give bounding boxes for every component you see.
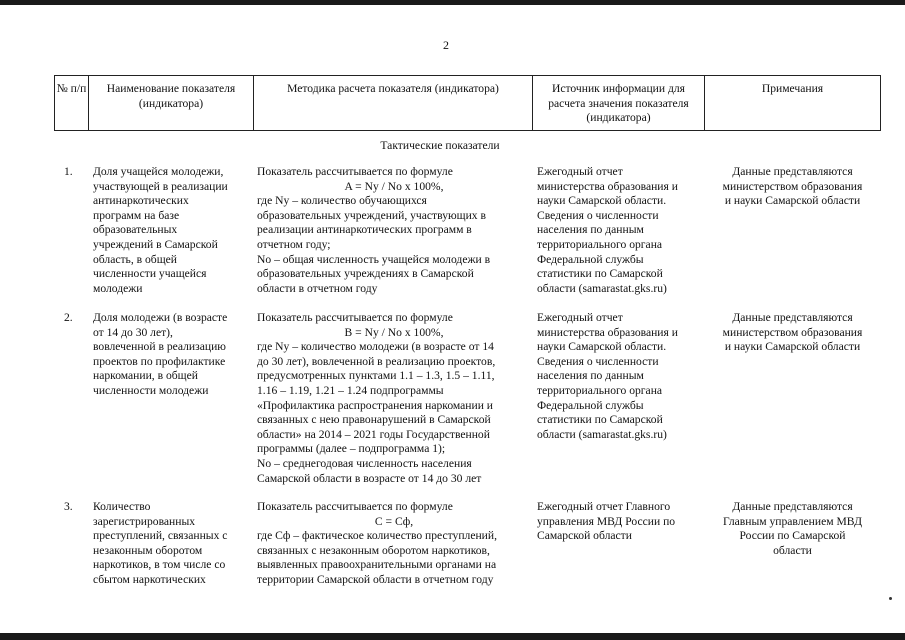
header-notes: Примечания (761, 82, 824, 95)
row-notes: Данные представляются Главным управлением МВД России по Самарской области (723, 500, 862, 557)
table-header-bottom-border (54, 130, 881, 131)
row-indicator-name: Количество зарегистрированных преступлений, связанных с незаконным оборотом наркотиков, в том числе со сбытом наркотических (93, 500, 228, 586)
row-indicator-name: Доля молодежи (в возрасте от 14 до 30 лет), вовлеченной в реализацию проектов по профилактике наркомании, в общей численности молодежи (93, 311, 228, 397)
column-divider (704, 75, 705, 131)
formula: C = Cф, (374, 514, 414, 528)
header-number: № п/п (56, 82, 87, 95)
row-method: Показатель рассчитывается по формуле A = Nу / Nо x 100%, где Nу – количество обучающихся образовательных учреждений, участвующих в реализации антинаркотических программ в отчетном году; Nо – общая численность учащейся молодежи в образовательных учреждениях в Самарской области в отчетном году (257, 165, 531, 296)
column-divider (253, 75, 254, 131)
row-method: Показатель рассчитывается по формуле C = Cф, где Cф – фактическое количество преступлений, связанных с незаконным оборотом наркотиков, выявленных правоохранительными органами на территории Самарской области в отчетном году (257, 500, 531, 588)
header-source: Источник информации для расчета значения показателя (индикатора) (548, 82, 689, 125)
top-border (0, 0, 905, 5)
formula: A = Nу / Nо x 100%, (344, 179, 444, 193)
row-notes: Данные представляются министерством образования и науки Самарской области (722, 311, 863, 354)
row-number: 3. (64, 500, 73, 513)
row-source: Ежегодный отчет министерства образования и науки Самарской области. Сведения о численности населения по данным территориального органа Федеральной службы статистики по Самарской области (samarastat.gks.ru) (537, 165, 678, 295)
row-number: 1. (64, 165, 73, 178)
page-number: 2 (443, 38, 449, 52)
bottom-border (0, 633, 905, 640)
column-divider (88, 75, 89, 131)
row-source: Ежегодный отчет министерства образования и науки Самарской области. Сведения о численности населения по данным территориального органа Федеральной службы статистики по Самарской области (samarastat.gks.ru) (537, 311, 678, 441)
row-source: Ежегодный отчет Главного управления МВД России по Самарской области (537, 500, 676, 543)
column-divider (532, 75, 533, 131)
section-title: Тактические показатели (380, 139, 500, 152)
row-method: Показатель рассчитывается по формуле B = Nу / Nо x 100%, где Nу – количество молодежи (в возрасте от 14 до 30 лет), вовлеченной в реализацию проектов, предусмотренных пунктами 1.1 – 1.3, 1.5 – 1.11, 1.16 – 1.19, 1.21 – 1.24 подпрограммы «Профилактика распространения наркомании и связанных с нею правонарушений в Самарской области» на 2014 – 2021 годы Государственной программы (далее – подпрограмма 1); Nо – среднегодовая численность населения Самарской области в возрасте от 14 до 30 лет (257, 311, 531, 486)
row-number: 2. (64, 311, 73, 324)
table-top-border (54, 75, 881, 76)
header-method: Методика расчета показателя (индикатора) (287, 82, 499, 95)
table-right-border (880, 75, 881, 131)
scan-artifact-dot (889, 597, 892, 600)
header-indicator-name: Наименование показателя (индикатора) (106, 82, 236, 110)
row-notes: Данные представляются министерством образования и науки Самарской области (722, 165, 863, 208)
row-indicator-name: Доля учащейся молодежи, участвующей в реализации антинаркотических программ на базе образовательных учреждений в Самарской область, в общей численности учащейся молодежи (93, 165, 228, 295)
formula: B = Nу / Nо x 100%, (344, 325, 444, 339)
